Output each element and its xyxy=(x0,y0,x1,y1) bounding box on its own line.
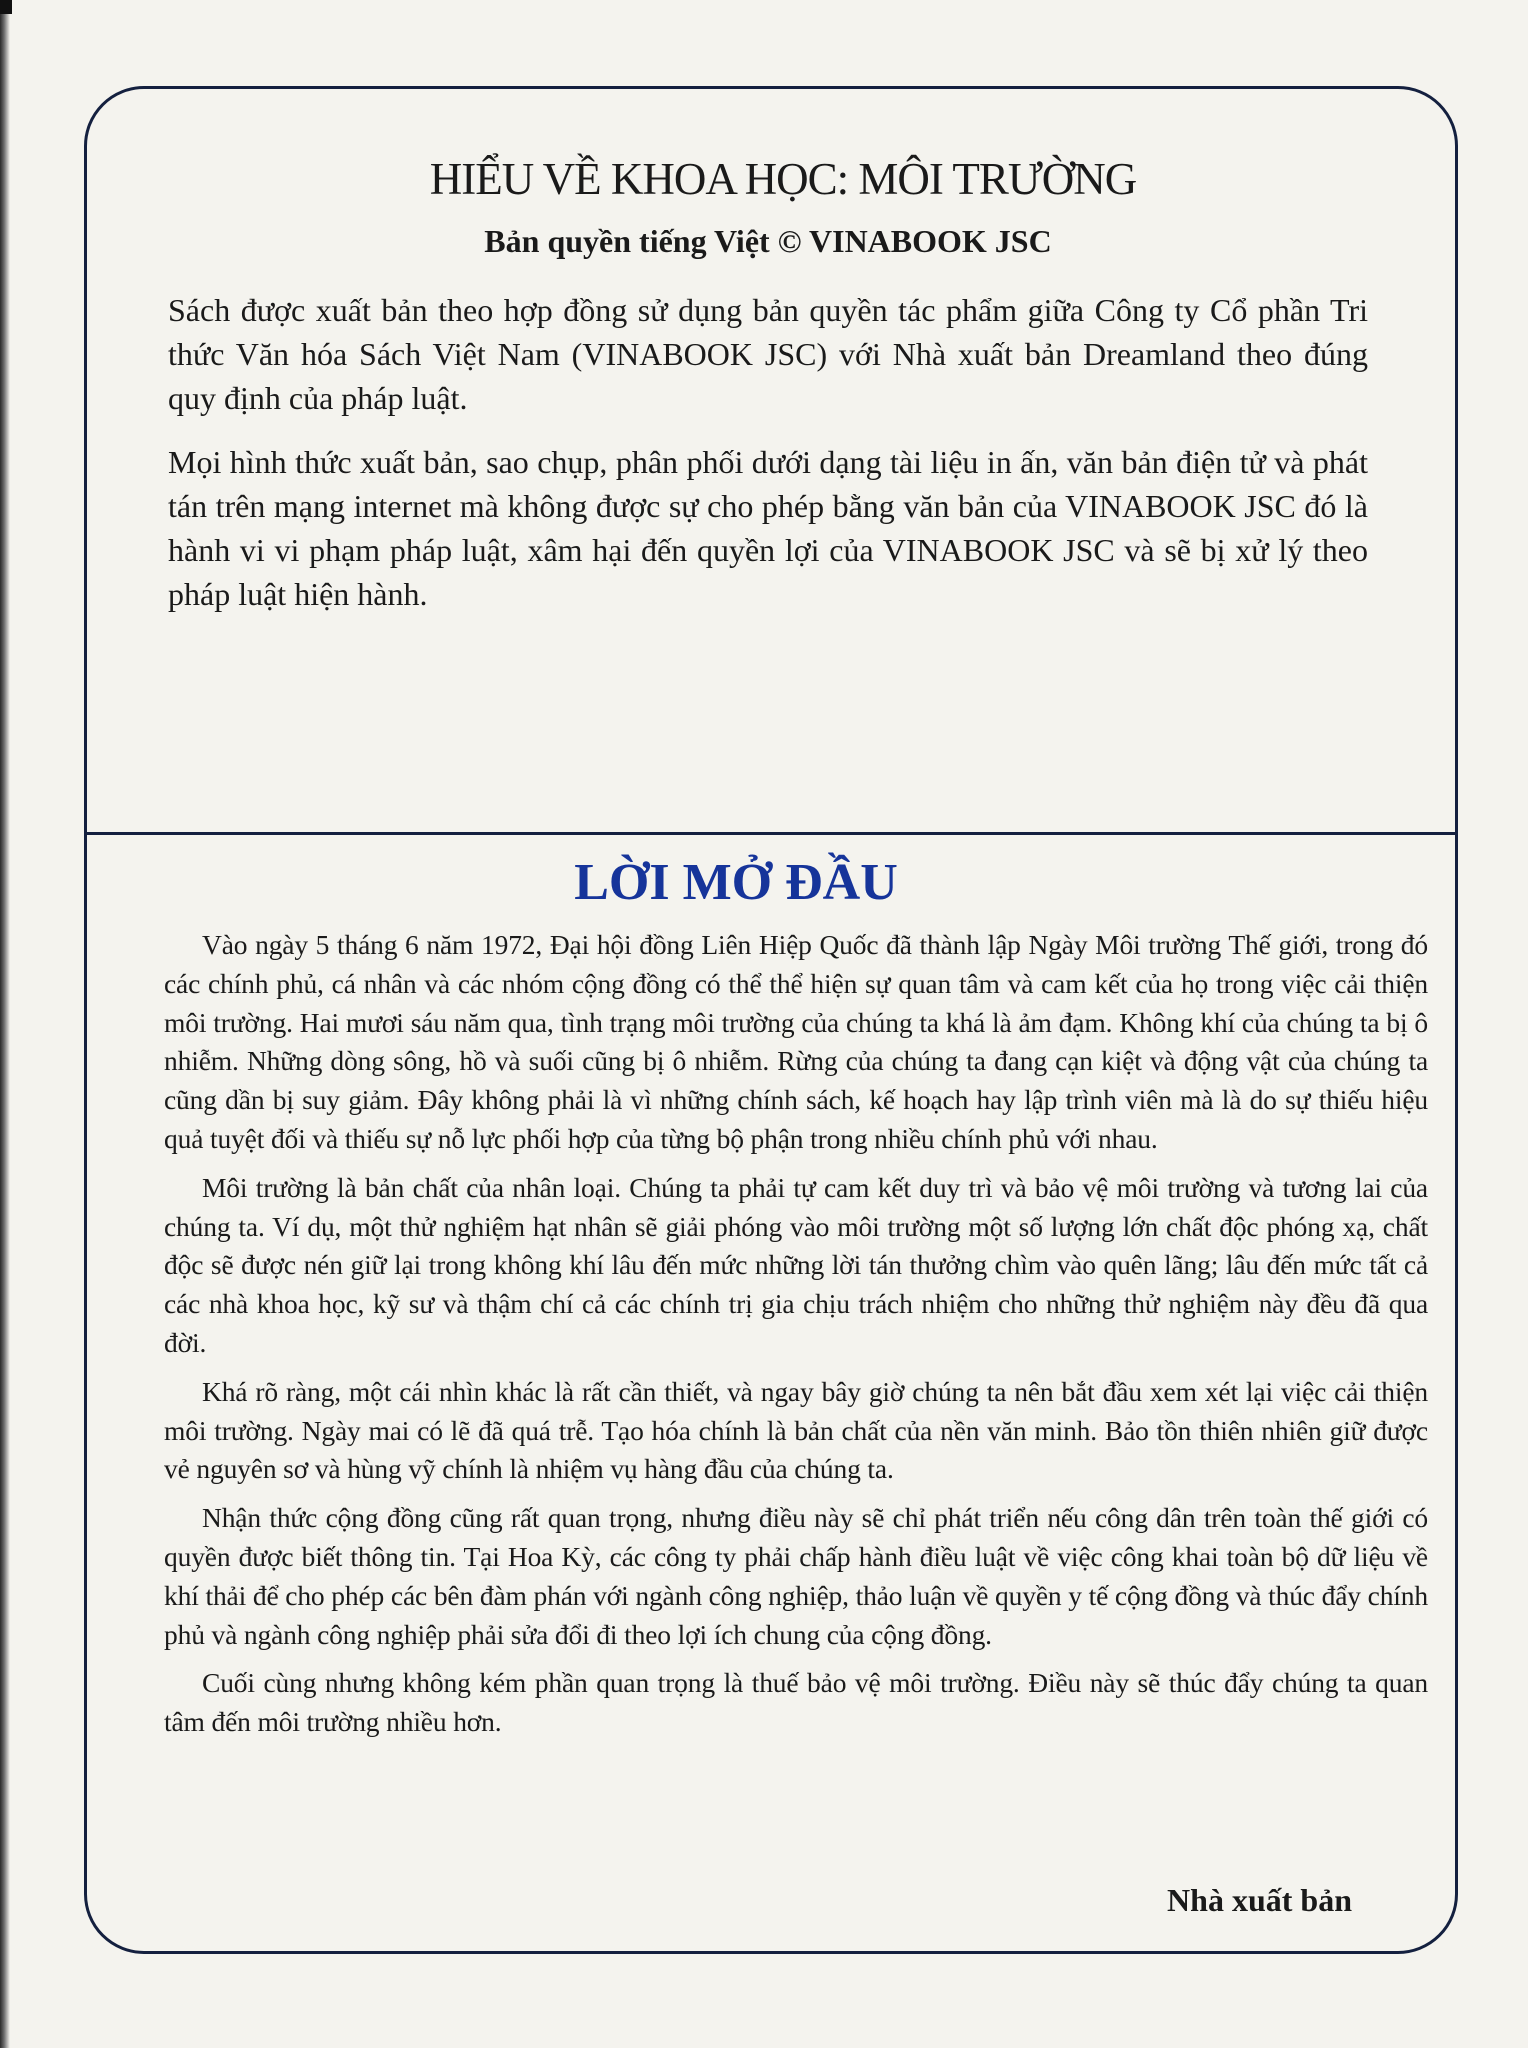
copyright-paragraph: Mọi hình thức xuất bản, sao chụp, phân phối dưới dạng tài liệu in ấn, văn bản điện tử và phát tán trên mạng internet mà không được sự cho phép bằng văn bản của VINABOOK JSC đó là hành vi vi phạm pháp luật, xâm hại đến quyền lợi của VINABOOK JSC và sẽ bị xử lý theo pháp luật hiện hành. xyxy=(168,444,1368,612)
page-edge-shadow xyxy=(0,0,10,2048)
preface-paragraph: Nhận thức cộng đồng cũng rất quan trọng, nhưng điều này sẽ chỉ phát triển nếu công dân trên toàn thế giới có quyền được biết thông tin. Tại Hoa Kỳ, các công ty phải chấp hành điều luật về việc công khai toàn bộ dữ liệu về khí thải để cho phép các bên đàm phán với ngành công nghiệp, thảo luận về quyền y tế cộng đồng và thúc đẩy chính phủ và ngành công nghiệp phải sửa đổi đi theo lợi ích chung của cộng đồng. xyxy=(164,1502,1428,1650)
preface-title: LỜI MỞ ĐẦU xyxy=(574,854,898,911)
book-title: HIỂU VỀ KHOA HỌC: MÔI TRƯỜNG xyxy=(429,154,1137,204)
preface-paragraph: Môi trường là bản chất của nhân loại. Chúng ta phải tự cam kết duy trì và bảo vệ môi trường và tương lai của chúng ta. Ví dụ, một thử nghiệm hạt nhân sẽ giải phóng vào môi trường một số lượng lớn chất độc phóng xạ, chất độc sẽ được nén giữ lại trong không khí lâu đến mức những lời tán thưởng chìm vào quên lãng; lâu đến mức tất cả các nhà khoa học, kỹ sư và thậm chí cả các chính trị gia chịu trách nhiệm cho những thử nghiệm này đều đã qua đời. xyxy=(164,1171,1428,1358)
page-corner xyxy=(0,0,12,14)
preface-section xyxy=(164,848,1428,1752)
copyright-paragraph: Sách được xuất bản theo hợp đồng sử dụng bản quyền tác phẩm giữa Công ty Cổ phần Tri thức Văn hóa Sách Việt Nam (VINABOOK JSC) với Nhà xuất bản Dreamland theo đúng quy định của pháp luật. xyxy=(168,292,1368,416)
copyright-notice: Bản quyền tiếng Việt © VINABOOK JSC xyxy=(484,223,1052,259)
preface-paragraph: Khá rõ ràng, một cái nhìn khác là rất cần thiết, và ngay bây giờ chúng ta nên bắt đầu xem xét lại việc cải thiện môi trường. Ngày mai có lẽ đã quá trễ. Tạo hóa chính là bản chất của nền văn minh. Bảo tồn thiên nhiên giữ được vẻ nguyên sơ và hùng vỹ chính là nhiệm vụ hàng đầu của chúng ta. xyxy=(164,1375,1428,1485)
preface-paragraph: Vào ngày 5 tháng 6 năm 1972, Đại hội đồng Liên Hiệp Quốc đã thành lập Ngày Môi trường Thế giới, trong đó các chính phủ, cá nhân và các nhóm cộng đồng có thể thể hiện sự quan tâm và cam kết của họ trong việc cải thiện môi trường. Hai mươi sáu năm qua, tình trạng môi trường của chúng ta khá là ảm đạm. Không khí của chúng ta bị ô nhiễm. Những dòng sông, hồ và suối cũng bị ô nhiễm. Rừng của chúng ta đang cạn kiệt và động vật của chúng ta cũng dần bị suy giảm. Đây không phải là vì những chính sách, kế hoạch hay lập trình viên mà là do sự thiếu hiệu quả tuyệt đối và thiếu sự nỗ lực phối hợp của từng bộ phận trong nhiều chính phủ với nhau. xyxy=(164,929,1428,1154)
publisher-signature: Nhà xuất bản xyxy=(1167,1882,1352,1918)
section-divider xyxy=(84,832,1458,835)
copyright-section xyxy=(168,146,1368,636)
preface-paragraph: Cuối cùng nhưng không kém phần quan trọng là thuế bảo vệ môi trường. Điều này sẽ thúc đẩy chúng ta quan tâm đến môi trường nhiều hơn. xyxy=(164,1667,1428,1738)
